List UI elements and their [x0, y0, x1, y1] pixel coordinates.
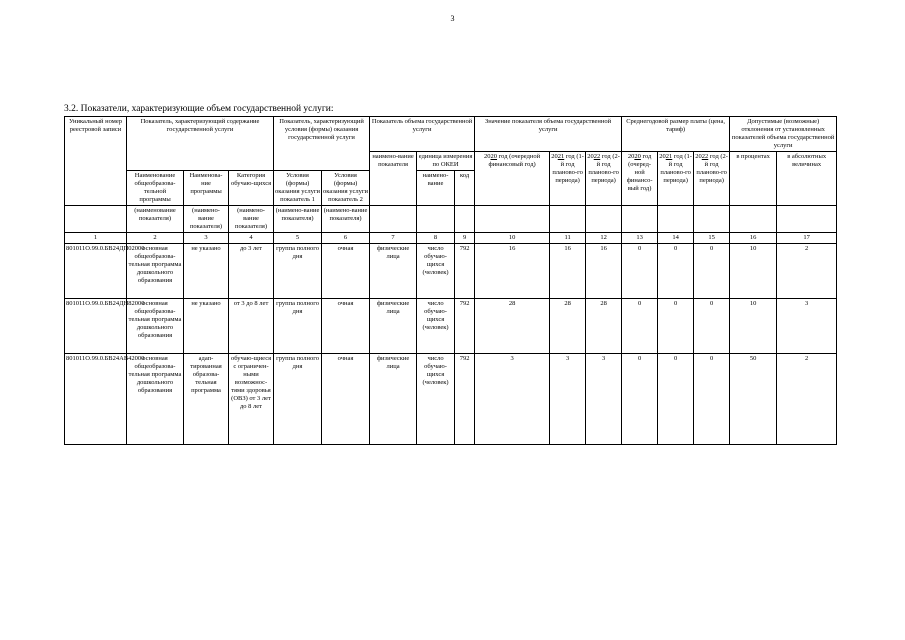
year-prefix: 20: [695, 153, 702, 160]
cell-value-3: 28: [586, 299, 622, 354]
year-prefix: 20: [627, 153, 635, 160]
cell-indicator: физические лица: [370, 244, 417, 299]
header-empty: [370, 206, 417, 233]
year-value: 21: [557, 153, 565, 160]
header-empty: [777, 206, 837, 233]
header-empty: [658, 206, 694, 233]
column-number: 11: [550, 233, 586, 244]
header-fee-year-3: [694, 152, 730, 206]
table-row: [65, 244, 837, 299]
year-value: 20: [634, 153, 641, 160]
cell-fee-2: 0: [658, 354, 694, 445]
header-empty: [694, 206, 730, 233]
header-empty: [65, 206, 127, 233]
header-in-absolute: в абсолютных величинах: [777, 152, 837, 206]
header-sub-program: Наименование общеобразова-тельной программы: [127, 171, 184, 206]
cell-fee-3: 0: [694, 299, 730, 354]
column-number: 13: [622, 233, 658, 244]
cell-fee-3: 0: [694, 244, 730, 299]
cell-dev-pct: 10: [730, 244, 777, 299]
column-number: 9: [455, 233, 475, 244]
header-year-3: [586, 152, 622, 206]
year-suffix: год (2-й год планово-го периода): [696, 153, 728, 184]
cell-fee-2: 0: [658, 299, 694, 354]
header-row-4: [65, 206, 837, 233]
header-content-indicator: Показатель, характеризующий содержание государственной услуги: [127, 117, 274, 171]
header-pname-3: (наимено-вание показателя): [229, 206, 274, 233]
header-sub-category: Категория обучаю-щихся: [229, 171, 274, 206]
cell-dev-abs: 3: [777, 299, 837, 354]
cell-fee-1: 0: [622, 299, 658, 354]
year-suffix: год (очеред-ной финансо-вый год): [626, 153, 653, 192]
cell-cond1: группа полного дня: [274, 354, 322, 445]
header-unit-name: наимено-вание: [417, 171, 455, 206]
cell-category: до 3 лет: [229, 244, 274, 299]
header-volume-indicator: Показатель объема государственной услуги: [370, 117, 475, 152]
column-numbers-row: [65, 233, 837, 244]
header-empty: [417, 206, 455, 233]
header-volume-value: Значение показателя объема государственной услуги: [475, 117, 622, 152]
year-value: 21: [665, 153, 673, 160]
column-number: 7: [370, 233, 417, 244]
cell-dev-abs: 2: [777, 354, 837, 445]
year-prefix: 20: [659, 153, 666, 160]
cell-okei-code: 792: [455, 299, 475, 354]
header-pname-1: (наименование показателя): [127, 206, 184, 233]
header-sub-cond2: Условия (формы) оказания услуги показатель 2: [322, 171, 370, 206]
column-number: 10: [475, 233, 550, 244]
cell-okei-code: 792: [455, 354, 475, 445]
column-number: 12: [586, 233, 622, 244]
cell-code: 801011О.99.0.БВ24ДП02000: [65, 244, 127, 299]
column-number: 3: [184, 233, 229, 244]
cell-unit: число обучаю-щихся (человек): [417, 299, 455, 354]
column-number: 14: [658, 233, 694, 244]
year-value: 22: [593, 153, 601, 160]
header-unit-okei: единица измерения по ОКЕИ: [417, 152, 475, 171]
cell-value-2: 16: [550, 244, 586, 299]
cell-program: основная общеобразова-тельная программа дошкольного образования: [127, 244, 184, 299]
cell-cond1: группа полного дня: [274, 244, 322, 299]
year-suffix: год (очередной финансовый год): [488, 153, 541, 168]
cell-value-2: 3: [550, 354, 586, 445]
cell-indicator: физические лица: [370, 354, 417, 445]
cell-code: 801011О.99.0.БВ24ДН82000: [65, 299, 127, 354]
cell-category: обучаю-щиеся с ограничен-ными возможнос-тями здоровья (ОВЗ) от 3 лет до 8 лет: [229, 354, 274, 445]
cell-cond2: очная: [322, 244, 370, 299]
header-naming: наимено-вание показателя: [370, 152, 417, 206]
cell-value-1: 16: [475, 244, 550, 299]
header-empty: [730, 206, 777, 233]
header-empty: [475, 206, 550, 233]
year-prefix: 20: [484, 153, 491, 160]
cell-fee-1: 0: [622, 354, 658, 445]
header-empty: [586, 206, 622, 233]
cell-program-name: не указано: [184, 299, 229, 354]
header-conditions-indicator: Показатель, характеризующий условия (формы) оказания государственной услуги: [274, 117, 370, 171]
section-title: 3.2. Показатели, характеризующие объем государственной услуги:: [64, 104, 334, 114]
column-number: 1: [65, 233, 127, 244]
cell-dev-abs: 2: [777, 244, 837, 299]
cell-cond2: очная: [322, 354, 370, 445]
header-row-1: [65, 117, 837, 152]
cell-indicator: физические лица: [370, 299, 417, 354]
column-number: 15: [694, 233, 730, 244]
header-pname-4: (наимено-вание показателя): [274, 206, 322, 233]
cell-dev-pct: 50: [730, 354, 777, 445]
header-sub-cond1: Условия (формы) оказания услуги показатель 1: [274, 171, 322, 206]
cell-cond1: группа полного дня: [274, 299, 322, 354]
header-empty: [455, 206, 475, 233]
year-suffix: год (1-й год планово-го периода): [552, 153, 584, 184]
cell-fee-3: 0: [694, 354, 730, 445]
cell-program-name: не указано: [184, 244, 229, 299]
column-number: 2: [127, 233, 184, 244]
cell-program: основная общеобразова-тельная программа дошкольного образования: [127, 354, 184, 445]
cell-program-name: адап-тированная образова-тельная программа: [184, 354, 229, 445]
header-empty: [550, 206, 586, 233]
page-number: 3: [450, 14, 455, 23]
cell-value-1: 28: [475, 299, 550, 354]
header-fee-year-1: [622, 152, 658, 206]
header-avg-fee: Среднегодовой размер платы (цена, тариф): [622, 117, 730, 152]
cell-unit: число обучаю-щихся (человек): [417, 244, 455, 299]
header-fee-year-2: [658, 152, 694, 206]
cell-cond2: очная: [322, 299, 370, 354]
cell-dev-pct: 10: [730, 299, 777, 354]
cell-unit: число обучаю-щихся (человек): [417, 354, 455, 445]
table-row: [65, 354, 837, 445]
header-deviation: Допустимые (возможные) отклонения от установленных показателей объема государственной услуги: [730, 117, 837, 152]
header-empty: [622, 206, 658, 233]
header-in-percent: в процентах: [730, 152, 777, 206]
year-suffix: год (1-й год планово-го периода): [660, 153, 692, 184]
year-value: 20: [490, 153, 498, 160]
year-suffix: год (2-й год планово-го периода): [588, 153, 620, 184]
header-pname-5: (наимено-вание показателя): [322, 206, 370, 233]
year-value: 22: [701, 153, 709, 160]
header-year-1: [475, 152, 550, 206]
header-sub-program-name: Наименова-ние программы: [184, 171, 229, 206]
cell-okei-code: 792: [455, 244, 475, 299]
cell-program: основная общеобразова-тельная программа дошкольного образования: [127, 299, 184, 354]
year-prefix: 20: [587, 153, 594, 160]
column-number: 16: [730, 233, 777, 244]
year-prefix: 20: [551, 153, 558, 160]
cell-value-1: 3: [475, 354, 550, 445]
header-unit-code: код: [455, 171, 475, 206]
cell-value-2: 28: [550, 299, 586, 354]
table-row: [65, 299, 837, 354]
volume-indicators-table: [64, 116, 837, 445]
cell-fee-1: 0: [622, 244, 658, 299]
cell-category: от 3 до 8 лет: [229, 299, 274, 354]
column-number: 5: [274, 233, 322, 244]
column-number: 6: [322, 233, 370, 244]
column-number: 8: [417, 233, 455, 244]
column-number: 4: [229, 233, 274, 244]
cell-value-3: 16: [586, 244, 622, 299]
cell-value-3: 3: [586, 354, 622, 445]
header-pname-2: (наимено-вание показателя): [184, 206, 229, 233]
header-unique-number: Уникальный номер реестровой записи: [65, 117, 127, 206]
column-number: 17: [777, 233, 837, 244]
header-year-2: [550, 152, 586, 206]
cell-fee-2: 0: [658, 244, 694, 299]
cell-code: 801011О.99.0.БВ24АВ42000: [65, 354, 127, 445]
